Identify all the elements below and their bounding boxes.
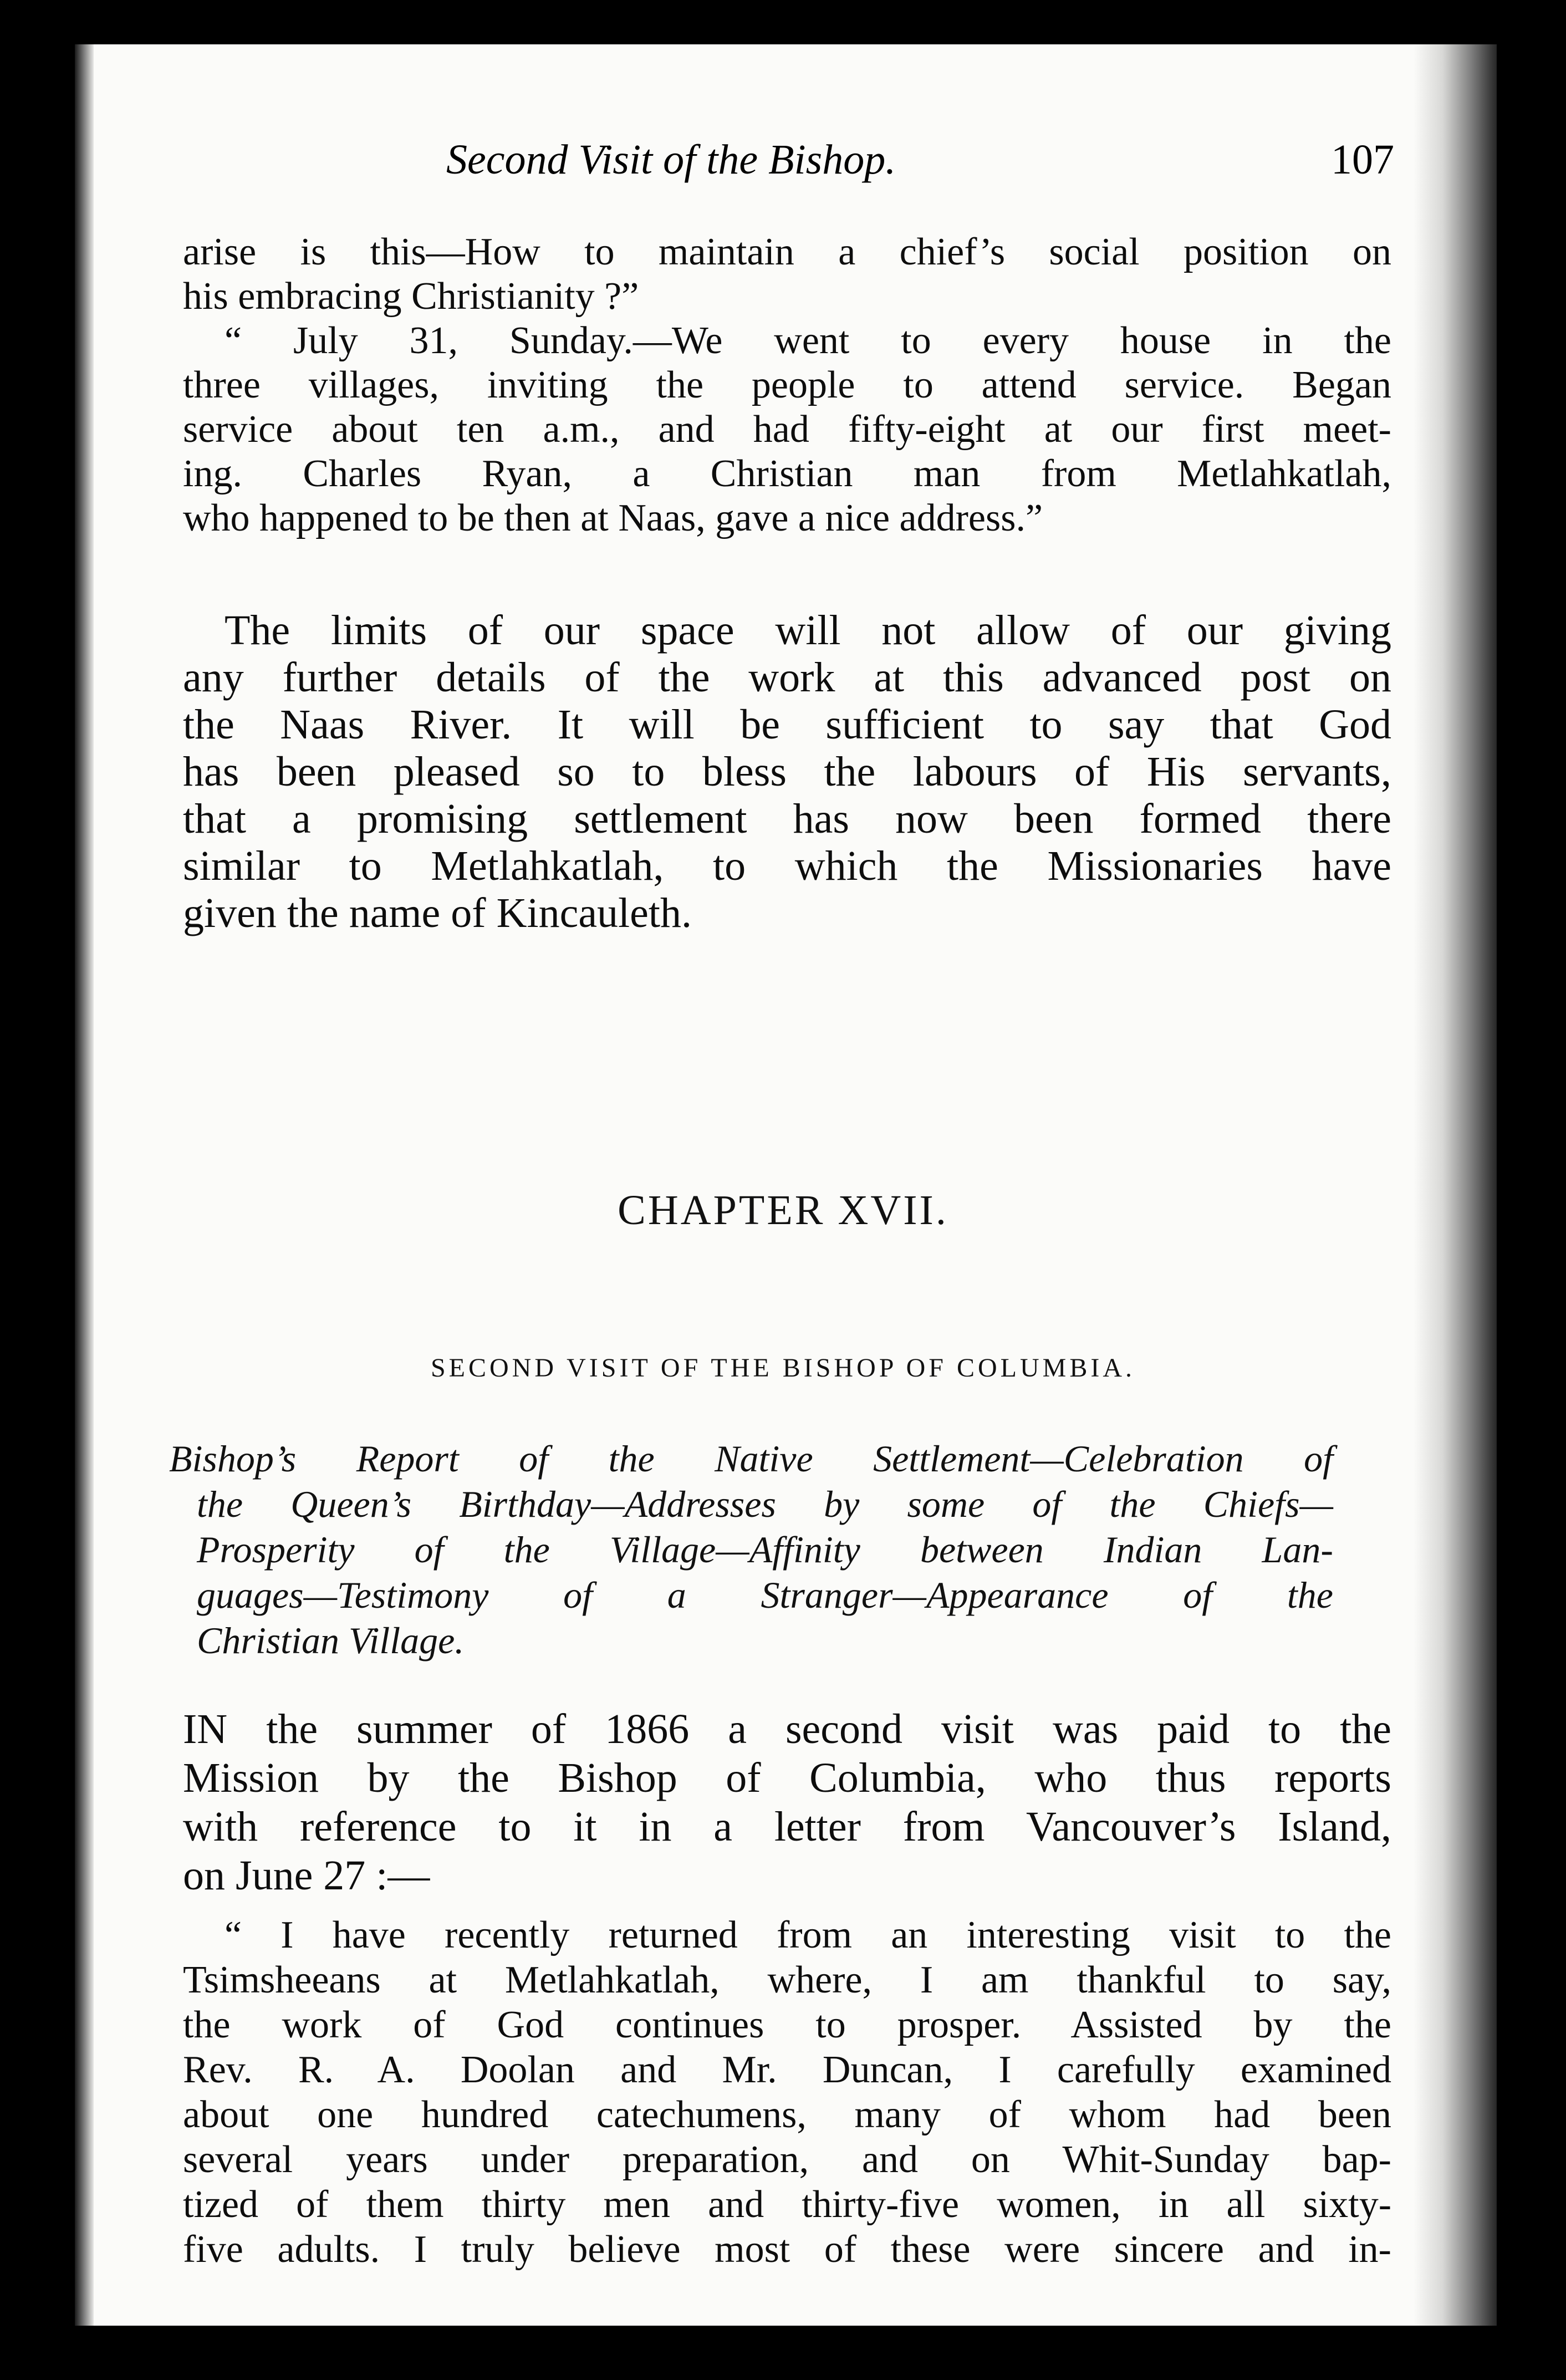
text-line: given the name of Kincauleth. (183, 890, 692, 936)
page-right-edge-shadow (1414, 44, 1497, 2326)
page-header (446, 136, 1394, 197)
text-line: The limits of our space will not allow of our giving (225, 607, 1391, 654)
text-line: arise is this—How to maintain a chief’s social position on (183, 231, 1391, 273)
summary-line: guages—Testimony of a Stranger—Appearance of the (197, 1574, 1333, 1616)
chapter-title: CHAPTER XVII. (618, 1187, 948, 1234)
text-line: that a promising settlement has now been formed there (183, 796, 1391, 842)
text-line: three villages, inviting the people to attend service. Began (183, 364, 1391, 406)
book-page (75, 44, 1497, 2326)
text-line: ing. Charles Ryan, a Christian man from Metlahkatlah, (183, 452, 1391, 495)
page-left-binding-shadow (75, 44, 94, 2326)
text-line: tized of them thirty men and thirty-five women, in all sixty- (183, 2183, 1391, 2226)
text-line: who happened to be then at Naas, gave a nice address.” (183, 497, 1043, 539)
text-line: the Naas River. It will be sufficient to say that God (183, 701, 1391, 748)
chapter-subtitle: SECOND VISIT OF THE BISHOP OF COLUMBIA. (430, 1353, 1136, 1383)
text-line: any further details of the work at this advanced post on (183, 654, 1391, 701)
text-line: several years under preparation, and on Whit-Sunday bap- (183, 2138, 1391, 2181)
text-line: his embracing Christianity ?” (183, 275, 639, 318)
summary-line: the Queen’s Birthday—Addresses by some of the Chiefs— (197, 1483, 1333, 1525)
text-line: Mission by the Bishop of Columbia, who thus reports (183, 1755, 1391, 1801)
text-line: similar to Metlahkatlah, to which the Missionaries have (183, 843, 1391, 889)
page-number: 107 (1331, 136, 1394, 183)
paragraph-naas-river (183, 607, 1391, 937)
text-line: with reference to it in a letter from Vancouver’s Island, (183, 1803, 1391, 1850)
text-line: “ July 31, Sunday.—We went to every house in the (225, 319, 1391, 362)
text-line: service about ten a.m., and had fifty-eight at our first meet- (183, 408, 1391, 451)
text-line: the work of God continues to prosper. Assisted by the (183, 2004, 1391, 2046)
text-line: on June 27 :— (183, 1852, 430, 1899)
paragraph-second-visit (183, 1705, 1391, 1900)
summary-line: Bishop’s Report of the Native Settlement—Celebration of (169, 1438, 1333, 1480)
text-line: has been pleased so to bless the labours of His servants, (183, 748, 1391, 795)
running-title: Second Visit of the Bishop. (446, 136, 896, 183)
paragraph-continuation (183, 230, 1391, 541)
chapter-summary (169, 1436, 1333, 1663)
summary-line: Christian Village. (197, 1619, 465, 1662)
text-line: Rev. R. A. Doolan and Mr. Duncan, I carefully examined (183, 2048, 1391, 2091)
paragraph-bishop-letter (183, 1913, 1391, 2272)
text-line: Tsimsheeans at Metlahkatlah, where, I am thankful to say, (183, 1959, 1391, 2001)
text-line: five adults. I truly believe most of these were sincere and in- (183, 2228, 1391, 2271)
text-line: about one hundred catechumens, many of whom had been (183, 2093, 1391, 2136)
text-line: IN the summer of 1866 a second visit was paid to the (183, 1706, 1391, 1752)
summary-line: Prosperity of the Village—Affinity between Indian Lan- (197, 1528, 1333, 1571)
text-line: “ I have recently returned from an interesting visit to the (225, 1914, 1391, 1956)
